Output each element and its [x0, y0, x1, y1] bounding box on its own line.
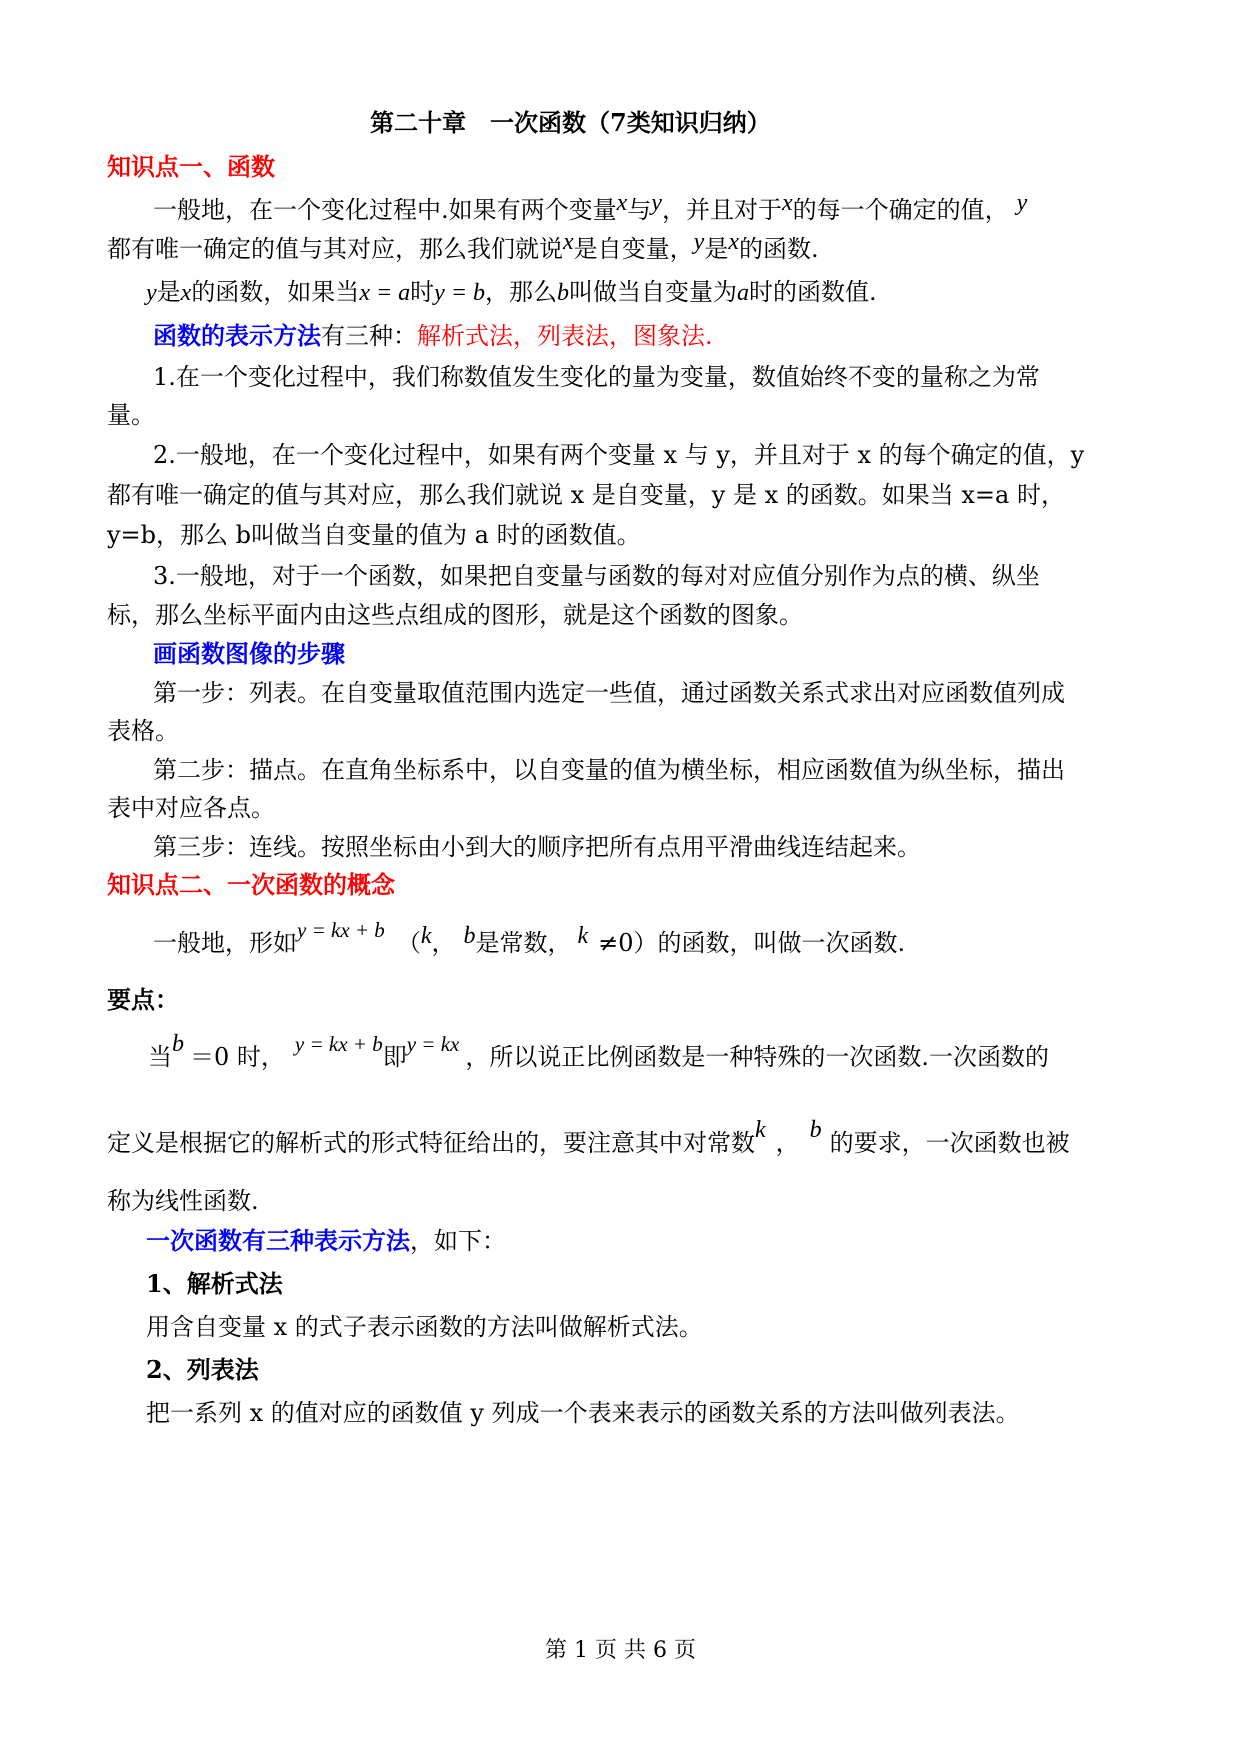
math-y: y: [651, 190, 662, 216]
text: 一般地，形如: [153, 929, 297, 957]
paragraph-line: [107, 229, 819, 265]
text: 一般地，在一个变化过程中.如果有两个变量: [153, 196, 617, 224]
paragraph-line: [153, 190, 1028, 226]
paragraph-line: [146, 277, 877, 308]
three-methods-line: [146, 1226, 506, 1256]
math-b: b: [172, 1031, 184, 1057]
steps-heading: 画函数图像的步骤: [153, 639, 345, 668]
key-points-heading: 要点：: [107, 985, 179, 1014]
text: 的函数，如果当: [191, 278, 360, 306]
method1-heading: 1、解析式法: [146, 1269, 283, 1298]
text: 的要求，一次函数也被: [829, 1129, 1070, 1157]
step2-line2: 表中对应各点。: [107, 794, 275, 822]
text: （: [396, 929, 421, 957]
key-line2: [107, 1117, 1070, 1159]
step2-line1: 第二步：描点。在直角坐标系中，以自变量的值为横坐标，相应函数值为纵坐标，描出: [153, 756, 1065, 784]
text: ，并且对于: [661, 196, 782, 224]
representation-methods: 解析式法，列表法，图象法.: [417, 322, 713, 350]
method2-heading: 2、列表法: [146, 1355, 259, 1384]
text: 时的函数值.: [749, 278, 877, 306]
page-title: 第二十章 一次函数（7类知识归纳）: [370, 108, 771, 137]
text: 的每一个确定的值，: [792, 196, 1009, 224]
key-line1: [148, 1031, 1049, 1073]
text: 都有唯一确定的值与其对应，那么我们就说: [107, 235, 563, 263]
text: 即: [382, 1043, 407, 1071]
text: 时: [410, 278, 435, 306]
text: 叫做当自变量为: [569, 278, 738, 306]
step1-line1: 第一步：列表。在自变量取值范围内选定一些值，通过函数关系式求出对应函数值列成: [153, 679, 1065, 707]
three-methods-label: 一次函数有三种表示方法: [146, 1226, 410, 1255]
math-y-kx-b: y = kx + b: [294, 1032, 383, 1056]
item2-line1: 2.一般地，在一个变化过程中，如果有两个变量 x 与 y，并且对于 x 的每个确定的值，y: [153, 441, 1085, 469]
text: ，: [775, 1129, 800, 1157]
key-line3: 称为线性函数.: [107, 1187, 259, 1215]
representation-line: [153, 321, 713, 351]
method2-text: 把一系列 x 的值对应的函数值 y 列成一个表来表示的函数关系的方法叫做列表法。: [146, 1399, 1020, 1427]
text: ，如下：: [410, 1227, 506, 1255]
math-k: k: [577, 923, 589, 949]
text: ，: [431, 929, 456, 957]
definition-line: [153, 918, 906, 959]
page-footer: 第 1 页 共 6 页: [545, 1638, 696, 1663]
text: ＝0 时，: [190, 1043, 285, 1071]
math-k: k: [420, 923, 432, 949]
text: 与: [627, 196, 652, 224]
math-y: y: [146, 280, 157, 306]
math-y-eq-b: y = b: [434, 280, 486, 306]
math-y-kx: y = kx: [406, 1032, 460, 1056]
math-x: x: [728, 229, 739, 255]
item3-line1: 3.一般地，对于一个函数，如果把自变量与函数的每对对应值分别作为点的横、纵坐: [153, 562, 1040, 590]
item2-line3: y=b，那么 b叫做当自变量的值为 a 时的函数值。: [107, 521, 641, 549]
text: ≠0）的函数，叫做一次函数.: [598, 929, 906, 957]
section2-heading: 知识点二、一次函数的概念: [107, 870, 395, 899]
section1-heading: 知识点一、函数: [107, 152, 275, 181]
representation-label: 函数的表示方法: [153, 321, 321, 350]
math-k: k: [755, 1117, 766, 1143]
math-a: a: [737, 280, 750, 306]
item2-line2: 都有唯一确定的值与其对应，那么我们就说 x 是自变量，y 是 x 的函数。如果当 x=a 时，: [107, 481, 1065, 509]
text: 是: [156, 278, 181, 306]
math-y: y: [1016, 190, 1028, 216]
math-x: x: [563, 229, 574, 255]
text: 是: [704, 235, 729, 263]
item1-line1: 1.在一个变化过程中，我们称数值发生变化的量为变量，数值始终不变的量称之为常: [153, 363, 1040, 391]
text: 定义是根据它的解析式的形式特征给出的，要注意其中对常数: [107, 1129, 755, 1157]
method1-text: 用含自变量 x 的式子表示函数的方法叫做解析式法。: [146, 1313, 703, 1341]
math-y: y: [693, 229, 705, 255]
item3-line2: 标，那么坐标平面内由这些点组成的图形，就是这个函数的图象。: [107, 601, 803, 629]
math-x: x: [616, 190, 628, 216]
text: 的函数.: [738, 235, 819, 263]
text: 当: [148, 1043, 172, 1071]
math-b: b: [809, 1117, 822, 1143]
math-x: x: [180, 280, 192, 306]
step1-line2: 表格。: [107, 717, 179, 745]
step3-line: 第三步：连线。按照坐标由小到大的顺序把所有点用平滑曲线连结起来。: [153, 833, 921, 861]
math-x: x: [781, 190, 793, 216]
text: ，那么: [485, 278, 558, 306]
text: 是自变量，: [573, 235, 694, 263]
item1-line2: 量。: [107, 401, 155, 429]
math-y-kx-b: y = kx + b: [297, 918, 385, 942]
text: 是常数，: [475, 929, 572, 957]
text: 有三种：: [321, 322, 417, 350]
math-b: b: [463, 923, 476, 949]
text: ，所以说正比例函数是一种特殊的一次函数.一次函数的: [465, 1043, 1049, 1071]
math-x-eq-a: x = a: [359, 280, 411, 306]
math-b: b: [557, 280, 570, 306]
